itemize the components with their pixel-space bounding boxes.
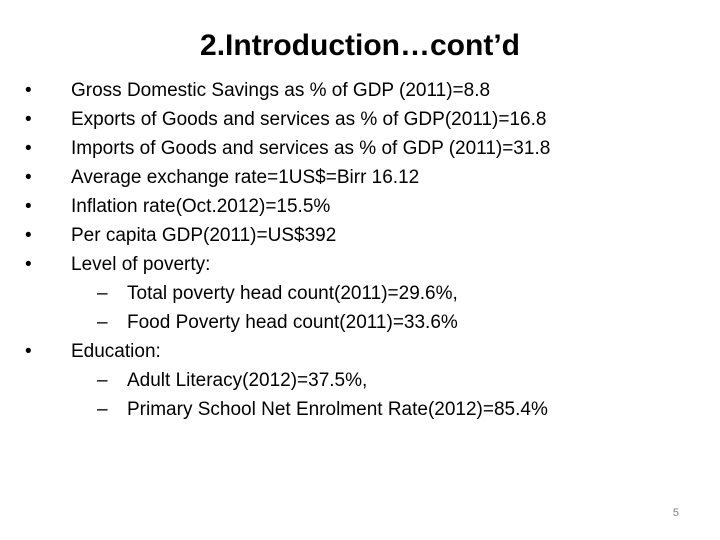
bullet-icon: • (25, 80, 32, 101)
bullet-text: Level of poverty: (71, 254, 211, 275)
sub-bullet-item (25, 308, 705, 337)
sub-bullet-item (25, 395, 705, 424)
bullet-text: Education: (71, 341, 161, 362)
sub-bullet-item (25, 279, 705, 308)
bullet-item (25, 105, 705, 134)
bullet-text: Imports of Goods and services as % of GDP (2011)=31.8 (71, 138, 551, 159)
bullet-text: Average exchange rate=1US$=Birr 16.12 (71, 167, 420, 188)
sub-bullet-text: Adult Literacy(2012)=37.5%, (127, 370, 368, 391)
bullet-text: Gross Domestic Savings as % of GDP (2011)=8.8 (71, 80, 491, 101)
page-number: 5 (672, 507, 679, 519)
dash-icon: – (97, 370, 108, 391)
bullet-icon: • (25, 109, 32, 130)
bullet-text: Inflation rate(Oct.2012)=15.5% (71, 196, 331, 217)
bullet-item (25, 337, 705, 366)
bullet-icon: • (25, 254, 32, 275)
sub-bullet-text: Total poverty head count(2011)=29.6%, (127, 283, 458, 304)
sub-bullet-text: Primary School Net Enrolment Rate(2012)=85.4% (127, 399, 548, 420)
bullet-list (25, 76, 705, 424)
bullet-item (25, 76, 705, 105)
bullet-item (25, 163, 705, 192)
bullet-text: Per capita GDP(2011)=US$392 (71, 225, 337, 246)
slide-title: 2.Introduction…cont’d (200, 29, 520, 62)
bullet-text: Exports of Goods and services as % of GDP(2011)=16.8 (71, 109, 547, 130)
sub-bullet-text: Food Poverty head count(2011)=33.6% (127, 312, 458, 333)
bullet-item (25, 192, 705, 221)
bullet-item (25, 221, 705, 250)
bullet-icon: • (25, 225, 32, 246)
bullet-icon: • (25, 341, 32, 362)
dash-icon: – (97, 283, 108, 304)
bullet-icon: • (25, 138, 32, 159)
bullet-icon: • (25, 196, 32, 217)
dash-icon: – (97, 399, 108, 420)
bullet-icon: • (25, 167, 32, 188)
bullet-item (25, 250, 705, 279)
sub-bullet-item (25, 366, 705, 395)
dash-icon: – (97, 312, 108, 333)
bullet-item (25, 134, 705, 163)
